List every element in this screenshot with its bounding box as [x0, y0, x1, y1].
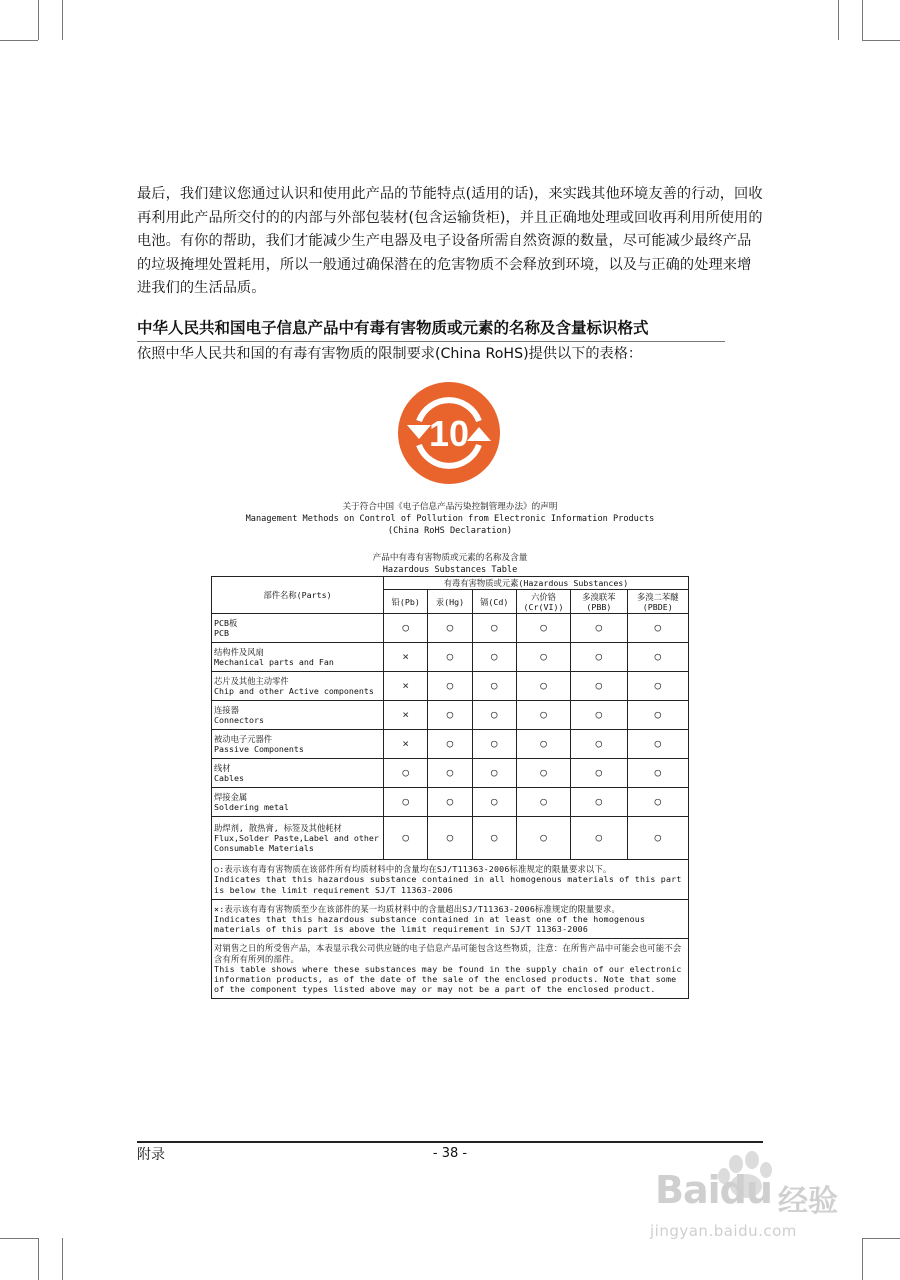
- crop-mark: [38, 1238, 39, 1280]
- substance-mark: ○: [516, 672, 570, 701]
- substance-mark: ○: [516, 817, 570, 860]
- crop-mark: [862, 1238, 900, 1239]
- table-note: ×:表示该有毒有害物质至少在该部件的某一均质材料中的含量超出SJ/T11363-2006标准规定的限量要求。 Indicates that this hazardous substance contained in at least one of the homogenous materials of this part is above the limit requirement in SJ/T 11363-2006: [212, 899, 689, 939]
- watermark-url: jingyan.baidu.com: [650, 1222, 797, 1240]
- substance-mark: ○: [571, 788, 627, 817]
- substance-mark: ○: [516, 701, 570, 730]
- table-note: 对销售之日的所受售产品，本表显示我公司供应链的电子信息产品可能包含这些物质，注意：在所售产品中可能会也可能不会含有所有所列的部件。 This table shows where these substances may be found in the supply chain of our electronic information products, as of the date of the sale of the enclosed products. Note that some of the component types listed above may or may not be a part of the enclosed product.: [212, 939, 689, 999]
- crop-mark: [862, 40, 900, 41]
- substance-mark: ○: [571, 730, 627, 759]
- table-row: [212, 788, 689, 817]
- substance-mark: ×: [384, 701, 428, 730]
- substance-mark: ○: [627, 643, 688, 672]
- crop-mark: [0, 40, 38, 41]
- substance-mark: ○: [384, 614, 428, 643]
- part-name: 焊接金属 Soldering metal: [212, 788, 384, 817]
- column-header: 镉(Cd): [472, 590, 516, 614]
- substance-mark: ○: [472, 759, 516, 788]
- crop-mark: [0, 1238, 38, 1239]
- substance-mark: ○: [571, 643, 627, 672]
- table-row: [212, 759, 689, 788]
- substance-mark: ○: [516, 759, 570, 788]
- substance-mark: ○: [428, 788, 472, 817]
- table-row: [212, 817, 689, 860]
- declaration-line-3: (China RoHS Declaration): [387, 526, 513, 536]
- watermark-brand-cn: 经验: [778, 1184, 838, 1219]
- substance-mark: ○: [472, 817, 516, 860]
- substance-mark: ○: [516, 730, 570, 759]
- substance-mark: ○: [384, 788, 428, 817]
- table-row: [212, 730, 689, 759]
- table-row: [212, 701, 689, 730]
- part-name: PCB板 PCB: [212, 614, 384, 643]
- substance-mark: ○: [571, 614, 627, 643]
- substance-mark: ○: [571, 672, 627, 701]
- hazardous-substances-table: [211, 576, 689, 999]
- part-name: 芯片及其他主动零件 Chip and other Active components: [212, 672, 384, 701]
- substance-mark: ×: [384, 643, 428, 672]
- footer-divider: [137, 1141, 763, 1143]
- substance-mark: ○: [428, 672, 472, 701]
- substance-mark: ○: [571, 701, 627, 730]
- part-name: 结构件及风扇 Mechanical parts and Fan: [212, 643, 384, 672]
- substance-mark: ○: [627, 817, 688, 860]
- parts-header: 部件名称(Parts): [212, 577, 384, 614]
- table-note: ○:表示该有毒有害物质在该部件所有均质材料中的含量均在SJ/T11363-2006标准规定的限量要求以下。 Indicates that this hazardous substance contained in all homogenous materials of this part is below the limit requirement SJ/T 11363-2006: [212, 860, 689, 900]
- substance-mark: ○: [428, 701, 472, 730]
- substance-mark: ○: [627, 788, 688, 817]
- table-note-row: [212, 939, 689, 999]
- substance-mark: ○: [428, 643, 472, 672]
- substance-mark: ○: [472, 614, 516, 643]
- table-note-row: [212, 860, 689, 900]
- column-header: 六价铬 (Cr(VI)): [516, 590, 570, 614]
- substance-mark: ○: [516, 788, 570, 817]
- substance-mark: ○: [516, 643, 570, 672]
- substance-mark: ○: [384, 759, 428, 788]
- substance-mark: ○: [428, 730, 472, 759]
- table-row: [212, 614, 689, 643]
- substance-mark: ○: [472, 788, 516, 817]
- crop-mark: [62, 0, 63, 40]
- part-name: 助焊剂, 散热膏, 标签及其他耗材 Flux,Solder Paste,Label and other Consumable Materials: [212, 817, 384, 860]
- crop-mark: [38, 0, 39, 40]
- page-number: - 38 -: [432, 1146, 468, 1161]
- declaration-line-2: Management Methods on Control of Pollution from Electronic Information Products: [245, 514, 655, 524]
- part-name: 被动电子元器件 Passive Components: [212, 730, 384, 759]
- substance-mark: ○: [571, 759, 627, 788]
- column-header: 多溴联苯 (PBB): [571, 590, 627, 614]
- substance-mark: ○: [428, 817, 472, 860]
- substances-group-header: 有毒有害物质或元素(Hazardous Substances): [384, 577, 689, 590]
- substance-mark: ○: [384, 817, 428, 860]
- table-row: [212, 672, 689, 701]
- column-header: 汞(Hg): [428, 590, 472, 614]
- body-paragraph: 最后，我们建议您通过认识和使用此产品的节能特点(适用的话)，来实践其他环境友善的行动，回收再利用此产品所交付的的内部与外部包装材(包含运输货柜)，并且正确地处理或回收再利用所使用的电池。有你的帮助，我们才能减少生产电器及电子设备所需自然资源的数量，尽可能减少最终产品的垃圾掩埋处置耗用，所以一般通过确保潜在的危害物质不会释放到环境，以及与正确的处理来增进我们的生活品质。: [137, 186, 763, 297]
- part-name: 线材 Cables: [212, 759, 384, 788]
- crop-mark: [862, 0, 863, 40]
- substance-mark: ×: [384, 672, 428, 701]
- substance-mark: ○: [428, 614, 472, 643]
- substance-mark: ○: [428, 759, 472, 788]
- substance-mark: ○: [627, 701, 688, 730]
- table-title-en: Hazardous Substances Table: [382, 565, 518, 575]
- substance-mark: ○: [571, 817, 627, 860]
- crop-mark: [62, 1238, 63, 1280]
- watermark-brand: Baidu: [655, 1168, 772, 1212]
- substance-mark: ○: [516, 614, 570, 643]
- table-row: [212, 643, 689, 672]
- logo-number: 10: [428, 413, 470, 454]
- section-heading: 中华人民共和国电子信息产品中有毒有害物质或元素的名称及含量标识格式: [137, 316, 725, 342]
- substance-mark: ○: [472, 643, 516, 672]
- part-name: 连接器 Connectors: [212, 701, 384, 730]
- substance-mark: ○: [627, 672, 688, 701]
- substance-mark: ○: [472, 730, 516, 759]
- crop-mark: [862, 1238, 863, 1280]
- substance-mark: ○: [472, 701, 516, 730]
- substance-mark: ○: [627, 759, 688, 788]
- table-title-cn: 产品中有毒有害物质或元素的名称及含量: [372, 553, 528, 563]
- substance-mark: ×: [384, 730, 428, 759]
- column-header: 铅(Pb): [384, 590, 428, 614]
- substance-mark: ○: [627, 730, 688, 759]
- crop-mark: [838, 0, 839, 40]
- epup-10-year-recycle-icon: [397, 381, 501, 485]
- table-note-row: [212, 899, 689, 939]
- section-intro: 依照中华人民共和国的有毒有害物质的限制要求(China RoHS)提供以下的表格：: [137, 346, 643, 362]
- substance-mark: ○: [472, 672, 516, 701]
- column-header: 多溴二苯醚 (PBDE): [627, 590, 688, 614]
- footer-section-label: 附录: [137, 1147, 165, 1163]
- declaration-line-1: 关于符合中国《电子信息产品污染控制管理办法》的声明: [342, 502, 558, 512]
- substance-mark: ○: [627, 614, 688, 643]
